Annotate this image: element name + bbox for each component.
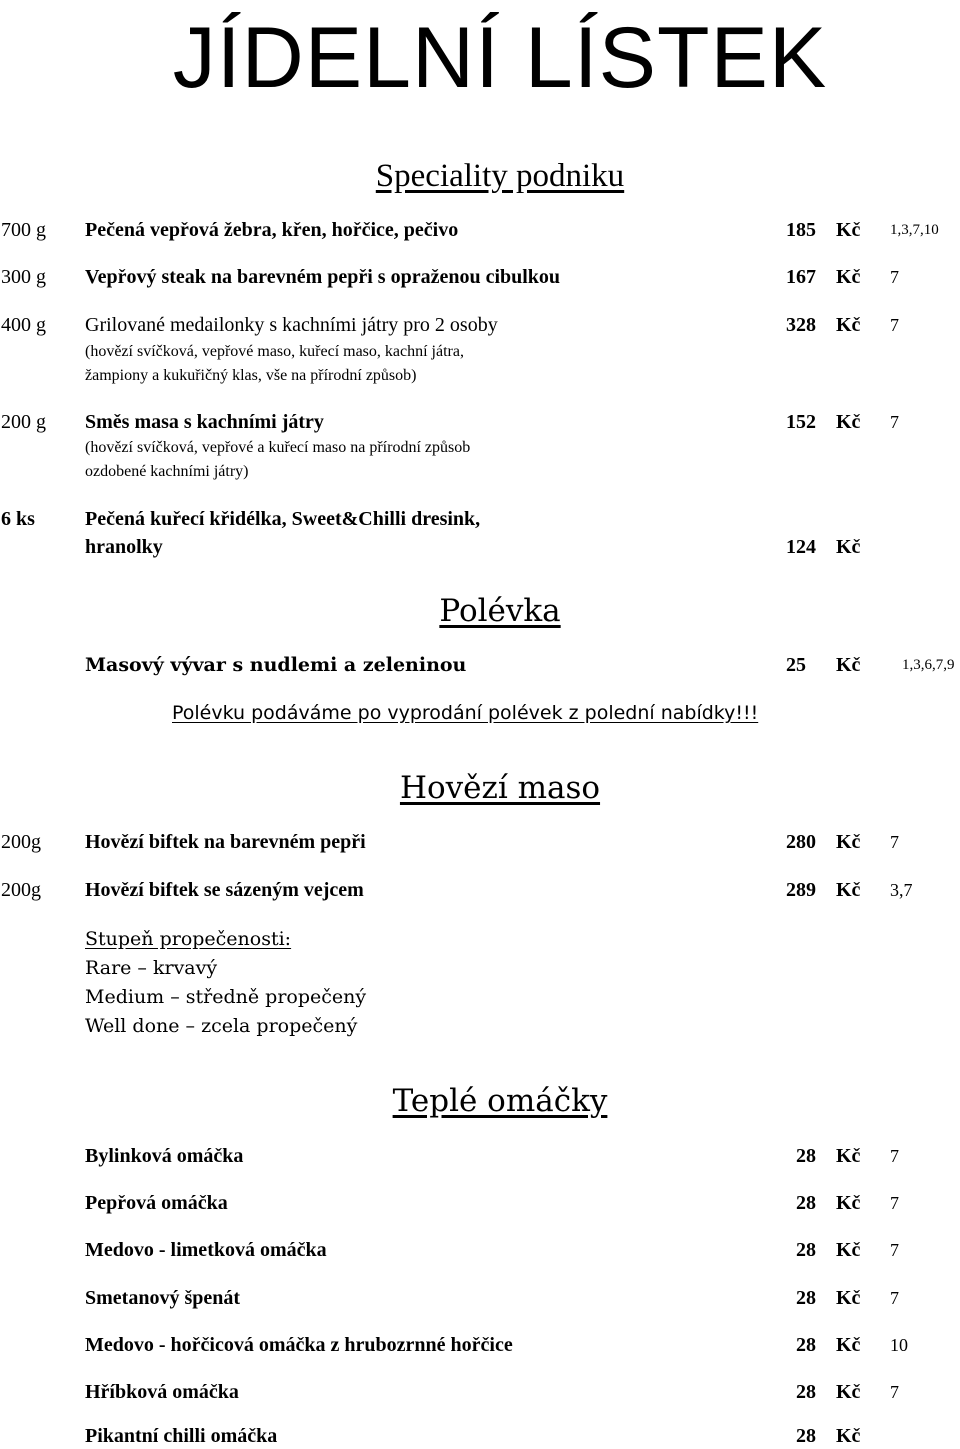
- item-price: 28: [796, 1425, 816, 1447]
- section-heading-specialty: Speciality podniku: [375, 158, 625, 194]
- item-name: Pepřová omáčka: [85, 1192, 228, 1214]
- item-price: 280: [786, 831, 816, 853]
- item-price: 185: [786, 219, 816, 241]
- item-name: Pikantní chilli omáčka: [85, 1425, 278, 1447]
- item-allergens: 7: [890, 832, 899, 852]
- item-description-line-2: žampiony a kukuřičný klas, vše na přírodní způsob): [85, 367, 417, 384]
- item-currency: Kč: [836, 1145, 861, 1167]
- item-price: 25: [786, 654, 806, 676]
- item-quantity: 200g: [1, 879, 41, 901]
- item-currency: Kč: [836, 1334, 861, 1356]
- item-currency: Kč: [836, 831, 861, 853]
- item-name: Pečená vepřová žebra, křen, hořčice, pečivo: [85, 219, 459, 241]
- item-price: 28: [796, 1145, 816, 1167]
- item-price: 152: [786, 411, 816, 433]
- item-allergens: 7: [890, 315, 899, 335]
- item-price: 328: [786, 314, 816, 336]
- doneness-medium: Medium – středně propečený: [85, 986, 367, 1008]
- item-name-line-2: hranolky: [85, 536, 163, 558]
- item-quantity: 700 g: [1, 219, 46, 241]
- item-description-line-1: (hovězí svíčková, vepřové maso, kuřecí maso, kachní játra,: [85, 343, 464, 360]
- doneness-well-done: Well done – zcela propečený: [85, 1015, 358, 1037]
- item-price: 289: [786, 879, 816, 901]
- item-name: Směs masa s kachními játry: [85, 411, 324, 433]
- section-heading-beef: Hovězí maso: [399, 770, 601, 806]
- item-currency: Kč: [836, 1425, 861, 1447]
- item-allergens: 7: [890, 412, 899, 432]
- item-quantity: 400 g: [1, 314, 46, 336]
- item-name: Grilované medailonky s kachními játry pro 2 osoby: [85, 314, 498, 336]
- item-quantity: 200 g: [1, 411, 46, 433]
- item-currency: Kč: [836, 1192, 861, 1214]
- item-price: 28: [796, 1334, 816, 1356]
- item-name: Medovo - hořčicová omáčka z hrubozrnné hořčice: [85, 1334, 513, 1356]
- item-allergens: 10: [890, 1335, 908, 1355]
- item-name: Smetanový špenát: [85, 1287, 241, 1309]
- item-allergens: 7: [890, 1288, 899, 1308]
- item-quantity: 300 g: [1, 266, 46, 288]
- item-allergens: 3,7: [890, 880, 913, 900]
- item-name: Hovězí biftek na barevném pepři: [85, 831, 366, 853]
- menu-title: JÍDELNÍ LÍSTEK: [172, 10, 828, 106]
- item-allergens: 7: [890, 1382, 899, 1402]
- item-currency: Kč: [836, 654, 861, 676]
- item-currency: Kč: [836, 1381, 861, 1403]
- doneness-heading: Stupeň propečenosti:: [85, 928, 292, 950]
- item-allergens: 7: [890, 1193, 899, 1213]
- item-price: 28: [796, 1287, 816, 1309]
- item-description-line-2: ozdobené kachními játry): [85, 463, 249, 480]
- item-price: 167: [786, 266, 816, 288]
- item-allergens: 7: [890, 1146, 899, 1166]
- item-name: Bylinková omáčka: [85, 1145, 244, 1167]
- soup-note: Polévku podáváme po vyprodání polévek z polední nabídky!!!: [172, 702, 759, 724]
- item-name: Hovězí biftek se sázeným vejcem: [85, 879, 364, 901]
- item-name: Vepřový steak na barevném pepři s opraženou cibulkou: [85, 266, 561, 288]
- item-allergens: 7: [890, 267, 899, 287]
- item-quantity: 200g: [1, 831, 41, 853]
- item-currency: Kč: [836, 1287, 861, 1309]
- doneness-rare: Rare – krvavý: [85, 957, 218, 979]
- item-allergens: 1,3,7,10: [890, 222, 939, 238]
- item-currency: Kč: [836, 879, 861, 901]
- item-price: 124: [786, 536, 816, 558]
- item-quantity: 6 ks: [1, 508, 35, 530]
- doneness-list: [85, 925, 366, 1041]
- item-currency: Kč: [836, 219, 861, 241]
- item-currency: Kč: [836, 1239, 861, 1261]
- item-currency: Kč: [836, 266, 861, 288]
- item-price: 28: [796, 1239, 816, 1261]
- item-price: 28: [796, 1192, 816, 1214]
- item-name: Medovo - limetková omáčka: [85, 1239, 327, 1261]
- item-currency: Kč: [836, 411, 861, 433]
- item-currency: Kč: [836, 314, 861, 336]
- section-heading-soup: Polévka: [439, 593, 561, 629]
- item-currency: Kč: [836, 536, 861, 558]
- item-description-line-1: (hovězí svíčková, vepřové a kuřecí maso na přírodní způsob: [85, 439, 471, 456]
- item-name: Hříbková omáčka: [85, 1381, 239, 1403]
- item-allergens: 1,3,6,7,9: [902, 657, 955, 673]
- item-allergens: 7: [890, 1240, 899, 1260]
- item-name: Pečená kuřecí křidélka, Sweet&Chilli dresink,: [85, 508, 481, 530]
- item-name: Masový vývar s nudlemi a zeleninou: [85, 654, 467, 676]
- item-price: 28: [796, 1381, 816, 1403]
- section-heading-sauces: Teplé omáčky: [392, 1083, 608, 1119]
